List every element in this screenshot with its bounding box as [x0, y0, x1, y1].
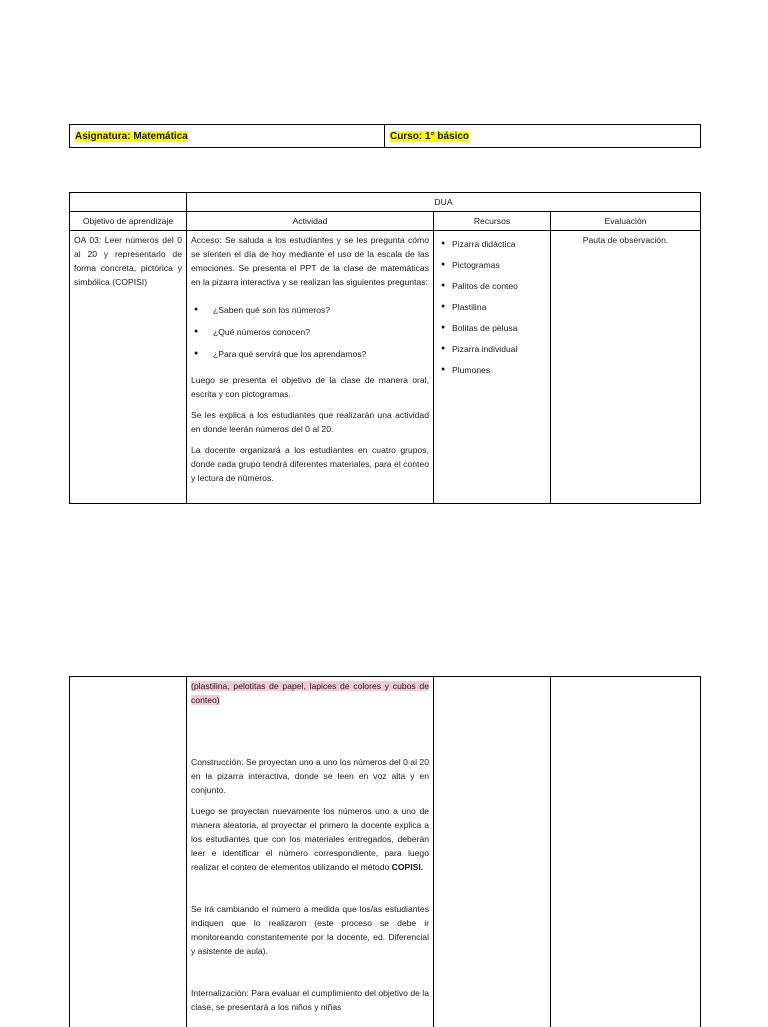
materials-highlight: (plastilina, pelotitas de papel, lapices de colores y cubos de conteo)	[191, 681, 429, 705]
header-actividad: Actividad	[187, 212, 434, 231]
subject-cell	[70, 125, 385, 148]
subject-label: Asignatura: Matemática	[75, 131, 188, 142]
header-recursos: Recursos	[434, 212, 551, 231]
random-projection-text: Luego se proyectan nuevamente los números uno a uno de manera aleatoria, al proyectar el primero la docente explica a los estudiantes que con los materiales entregados, deberán leer e identificar el número correspondiente, para luego realizar el conteo de elementos utilizando el método	[191, 806, 429, 872]
resource-item: ● Palitos de conteo	[452, 279, 546, 293]
dua-table	[69, 192, 701, 504]
resource-item: ● Bolitas de pelusa	[452, 321, 546, 335]
random-projection-paragraph	[191, 804, 429, 874]
question-item: ● ¿Qué números conocen?	[213, 325, 429, 339]
continuation-table	[69, 676, 701, 1027]
continuation-objetivo-cell	[70, 677, 187, 1027]
resource-item: ● Plastilina	[452, 300, 546, 314]
continuation-evaluacion-cell	[551, 677, 701, 1027]
empty-header-cell	[70, 193, 187, 212]
question-item: ● ¿Saben qué son los números?	[213, 303, 429, 317]
question-item: ● ¿Para qué servirá que los aprendamos?	[213, 347, 429, 361]
resource-item: ● Pictogramas	[452, 258, 546, 272]
question-list	[191, 303, 429, 361]
continuation-actividad-cell	[187, 677, 434, 1027]
objetivo-cell: OA 03: Leer números del 0 al 20 y representarlo de forma concreta, pictórica y simbólica (COPISI)	[70, 231, 187, 504]
recursos-cell	[434, 231, 551, 504]
course-cell	[385, 125, 701, 148]
materials-paragraph	[191, 679, 429, 707]
resource-item: ● Plumones	[452, 363, 546, 377]
resources-list	[438, 237, 546, 377]
construccion-paragraph: Construcción: Se proyectan uno a uno los números del 0 al 20 en la pizarra interactiva, donde se leen en voz alta y en conjunto.	[191, 755, 429, 797]
course-info-table	[69, 124, 701, 148]
groups-paragraph: La docente organizará a los estudiantes en cuatro grupos, donde cada grupo tendrá diferentes materiales, para el conteo y lectura de números.	[191, 443, 429, 485]
resource-item: ● Pizarra didáctica	[452, 237, 546, 251]
header-evaluacion: Evaluación	[551, 212, 701, 231]
dua-group-header: DUA	[187, 193, 701, 212]
evaluacion-cell: Pauta de observación.	[551, 231, 701, 504]
actividad-cell	[187, 231, 434, 504]
acceso-paragraph: Acceso: Se saluda a los estudiantes y se les pregunta cómo se sienten el día de hoy mediante el uso de la escala de las emociones. Se presenta el PPT de la clase de matemáticas en la pizarra interactiva y se realizan las siguientes preguntas:	[191, 233, 429, 289]
copisi-label: COPISI.	[392, 862, 424, 872]
monitoring-paragraph: Se irá cambiando el número a medida que los/as estudiantes indiquen que lo realizaron (este proceso se debe ir monitoreando constantemente por la docente, ed. Diferencial y asistente de aula).	[191, 902, 429, 958]
course-label: Curso: 1° básico	[390, 131, 469, 142]
objective-paragraph: Luego se presenta el objetivo de la clase de manera oral, escrita y con pictogramas.	[191, 373, 429, 401]
resource-item: ● Pizarra individual	[452, 342, 546, 356]
explanation-paragraph: Se les explica a los estudiantes que realizarán una actividad en donde leerán números del 0 al 20.	[191, 408, 429, 436]
header-objetivo: Objetivo de aprendizaje	[70, 212, 187, 231]
internalizacion-paragraph: Internalización: Para evaluar el cumplimiento del objetivo de la clase, se presentará a los niños y niñas	[191, 986, 429, 1014]
continuation-recursos-cell	[434, 677, 551, 1027]
